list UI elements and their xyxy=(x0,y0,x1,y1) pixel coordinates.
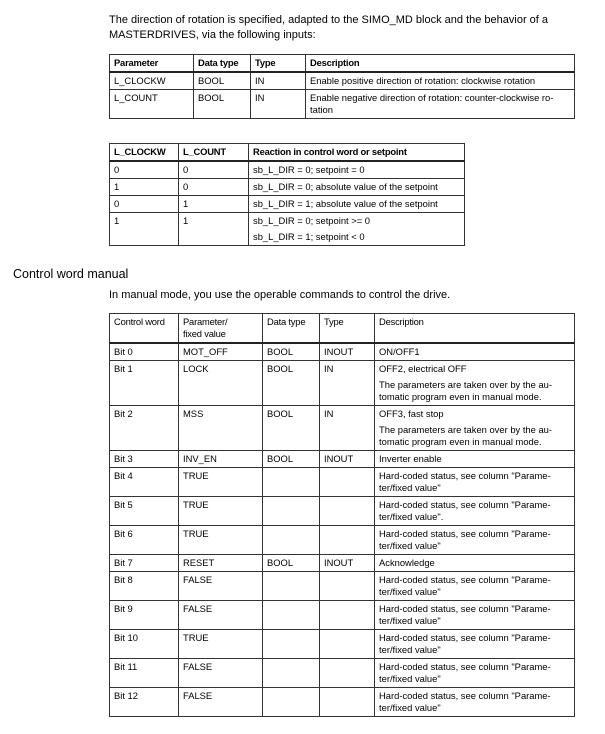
cell-bit xyxy=(110,688,179,717)
header-data-type: Data type xyxy=(194,55,251,73)
cell-description xyxy=(375,361,575,406)
cell-data-type xyxy=(263,688,320,717)
cell-type xyxy=(320,468,375,497)
cell-bit-text: Bit 12 xyxy=(114,690,138,701)
cell-data-type xyxy=(263,659,320,688)
cell-data-type xyxy=(263,601,320,630)
cell-parameter xyxy=(179,630,263,659)
cell-parameter-text: FALSE xyxy=(183,661,213,672)
cell-type xyxy=(320,555,375,572)
cell-bit-text: Bit 9 xyxy=(114,603,133,614)
cell-data-type xyxy=(263,526,320,555)
cell-bit xyxy=(110,451,179,468)
table-row xyxy=(110,572,575,601)
cell-parameter-text: TRUE xyxy=(183,499,209,510)
cell-parameter-text: MSS xyxy=(183,408,204,419)
cell-bit xyxy=(110,572,179,601)
cell-type-text: IN xyxy=(324,363,334,374)
cell-description-text: ON/OFF1 xyxy=(379,346,420,357)
cell-parameter xyxy=(179,555,263,572)
cell-description xyxy=(375,451,575,468)
cell-data-type-text: BOOL xyxy=(267,453,294,464)
cell-parameter xyxy=(179,572,263,601)
cell-bit-text: Bit 2 xyxy=(114,408,133,419)
cell-parameter-text: FALSE xyxy=(183,574,213,585)
section-lead: In manual mode, you use the operable commands to control the drive. xyxy=(109,289,451,301)
cell-bit xyxy=(110,343,179,361)
cell-data-type xyxy=(263,406,320,451)
cell-parameter xyxy=(179,688,263,717)
cell-parameter xyxy=(179,659,263,688)
table-header-row xyxy=(110,144,465,162)
cell-description: Enable negative direction of rotation: counter-clockwise ro-tation xyxy=(306,90,575,119)
cell-description-text: OFF2, electrical OFF xyxy=(379,363,467,374)
cell-bit-text: Bit 1 xyxy=(114,363,133,374)
table-row xyxy=(110,196,465,213)
control-word-table-body xyxy=(110,343,575,717)
cell-type: IN xyxy=(251,72,306,90)
cell-parameter xyxy=(179,406,263,451)
table-row xyxy=(110,601,575,630)
cell-type xyxy=(320,497,375,526)
cell-l-clockw: 0 xyxy=(110,196,179,213)
cell-bit xyxy=(110,406,179,451)
cell-reaction: sb_L_DIR = 0; setpoint = 0 xyxy=(249,161,465,179)
table-row xyxy=(110,72,575,90)
cell-parameter-text: MOT_OFF xyxy=(183,346,228,357)
control-word-table xyxy=(109,313,575,717)
cell-description: Enable positive direction of rotation: clockwise rotation xyxy=(306,72,575,90)
cell-description xyxy=(375,343,575,361)
cell-data-type: BOOL xyxy=(194,72,251,90)
header-data-type: Data type xyxy=(263,314,320,344)
cell-l-clockw: 1 xyxy=(110,213,179,246)
cell-data-type-text: BOOL xyxy=(267,408,294,419)
table-row xyxy=(110,343,575,361)
cell-data-type xyxy=(263,451,320,468)
cell-bit-text: Bit 3 xyxy=(114,453,133,464)
cell-bit-text: Bit 11 xyxy=(114,661,138,672)
table-header-row xyxy=(110,55,575,73)
cell-type xyxy=(320,601,375,630)
cell-description xyxy=(375,659,575,688)
cell-data-type-text: BOOL xyxy=(267,346,294,357)
cell-type xyxy=(320,659,375,688)
cell-type xyxy=(320,406,375,451)
reaction-table xyxy=(109,143,465,246)
header-l-clockw: L_CLOCKW xyxy=(110,144,179,162)
cell-bit-text: Bit 4 xyxy=(114,470,133,481)
cell-parameter-text: TRUE xyxy=(183,528,209,539)
header-parameter-fixed-value xyxy=(179,314,263,344)
header-line: fixed value xyxy=(183,328,226,339)
cell-l-count: 0 xyxy=(179,161,249,179)
cell-description-note: The parameters are taken over by the au-tomatic program even in manual mode. xyxy=(379,424,553,447)
cell-data-type xyxy=(263,497,320,526)
cell-parameter-text: TRUE xyxy=(183,632,209,643)
cell-reaction: sb_L_DIR = 1; absolute value of the setpoint xyxy=(249,196,465,213)
header-parameter-fixed-value-text xyxy=(183,316,227,339)
cell-parameter-text: FALSE xyxy=(183,603,213,614)
cell-description-text: Acknowledge xyxy=(379,557,435,568)
table-row xyxy=(110,468,575,497)
inputs-table xyxy=(109,54,575,119)
cell-type xyxy=(320,451,375,468)
cell-data-type xyxy=(263,572,320,601)
cell-parameter xyxy=(179,343,263,361)
cell-reaction: sb_L_DIR = 1; setpoint < 0 xyxy=(249,229,465,246)
cell-parameter xyxy=(179,526,263,555)
cell-description xyxy=(375,555,575,572)
cell-bit-text: Bit 0 xyxy=(114,346,133,357)
cell-parameter-text: INV_EN xyxy=(183,453,217,464)
cell-type-text: INOUT xyxy=(324,346,354,357)
cell-description xyxy=(375,497,575,526)
cell-parameter-text: RESET xyxy=(183,557,215,568)
header-type: Type xyxy=(251,55,306,73)
cell-description xyxy=(375,526,575,555)
cell-type xyxy=(320,526,375,555)
cell-parameter xyxy=(179,468,263,497)
cell-l-count: 1 xyxy=(179,196,249,213)
cell-bit xyxy=(110,659,179,688)
cell-parameter xyxy=(179,497,263,526)
cell-type-text: IN xyxy=(324,408,334,419)
cell-reaction: sb_L_DIR = 0; absolute value of the setpoint xyxy=(249,179,465,196)
intro-paragraph: The direction of rotation is specified, adapted to the SIMO_MD block and the behavior of a MASTERDRIVES, via the following inputs: xyxy=(109,14,549,41)
table-row xyxy=(110,90,575,119)
cell-description-text: OFF3, fast stop xyxy=(379,408,444,419)
cell-bit xyxy=(110,526,179,555)
table-row xyxy=(110,630,575,659)
cell-data-type xyxy=(263,361,320,406)
cell-data-type xyxy=(263,555,320,572)
cell-description-text: Hard-coded status, see column "Parame-ter/fixed value" xyxy=(379,661,551,684)
cell-type xyxy=(320,343,375,361)
cell-description xyxy=(375,572,575,601)
cell-l-clockw: 0 xyxy=(110,161,179,179)
header-reaction: Reaction in control word or setpoint xyxy=(249,144,465,162)
cell-type xyxy=(320,688,375,717)
cell-description xyxy=(375,601,575,630)
cell-description-text: Inverter enable xyxy=(379,453,442,464)
cell-l-clockw: 1 xyxy=(110,179,179,196)
cell-parameter xyxy=(179,451,263,468)
header-control-word: Control word xyxy=(110,314,179,344)
header-line: Parameter/ xyxy=(183,316,228,327)
cell-description-text: Hard-coded status, see column "Parame-ter/fixed value" xyxy=(379,528,551,551)
table-row xyxy=(110,451,575,468)
cell-description xyxy=(375,630,575,659)
cell-bit xyxy=(110,555,179,572)
cell-l-count: 1 xyxy=(179,213,249,246)
cell-bit xyxy=(110,361,179,406)
header-type: Type xyxy=(320,314,375,344)
cell-description-text: Hard-coded status, see column "Parame-ter/fixed value" xyxy=(379,470,551,493)
cell-bit-text: Bit 7 xyxy=(114,557,133,568)
cell-description-text: Hard-coded status, see column "Parame-ter/fixed value" xyxy=(379,574,551,597)
cell-l-count: 0 xyxy=(179,179,249,196)
table-row xyxy=(110,406,575,451)
header-parameter: Parameter xyxy=(110,55,194,73)
table-row xyxy=(110,688,575,717)
table-row xyxy=(110,497,575,526)
cell-description-text: Hard-coded status, see column "Parame-ter/fixed value" xyxy=(379,690,551,713)
cell-data-type xyxy=(263,343,320,361)
cell-bit-text: Bit 6 xyxy=(114,528,133,539)
cell-bit xyxy=(110,497,179,526)
table-row xyxy=(110,555,575,572)
cell-parameter: L_COUNT xyxy=(110,90,194,119)
cell-parameter-text: FALSE xyxy=(183,690,213,701)
cell-type xyxy=(320,630,375,659)
cell-parameter xyxy=(179,361,263,406)
cell-bit xyxy=(110,630,179,659)
cell-description-note: The parameters are taken over by the au-tomatic program even in manual mode. xyxy=(379,379,553,402)
cell-description xyxy=(375,406,575,451)
cell-parameter-text: LOCK xyxy=(183,363,209,374)
cell-description-text: Hard-coded status, see column "Parame-ter/fixed value" xyxy=(379,632,551,655)
cell-data-type xyxy=(263,630,320,659)
cell-parameter: L_CLOCKW xyxy=(110,72,194,90)
cell-data-type: BOOL xyxy=(194,90,251,119)
table-row xyxy=(110,179,465,196)
header-description: Description xyxy=(306,55,575,73)
table-row xyxy=(110,659,575,688)
cell-type xyxy=(320,572,375,601)
cell-bit-text: Bit 8 xyxy=(114,574,133,585)
cell-description xyxy=(375,468,575,497)
table-row xyxy=(110,213,465,230)
cell-bit-text: Bit 5 xyxy=(114,499,133,510)
cell-data-type-text: BOOL xyxy=(267,363,294,374)
cell-type-text: INOUT xyxy=(324,557,354,568)
cell-data-type-text: BOOL xyxy=(267,557,294,568)
header-l-count: L_COUNT xyxy=(179,144,249,162)
table-row xyxy=(110,526,575,555)
cell-type xyxy=(320,361,375,406)
table-row xyxy=(110,161,465,179)
cell-type: IN xyxy=(251,90,306,119)
cell-parameter xyxy=(179,601,263,630)
cell-description-text: Hard-coded status, see column "Parame-ter/fixed value" xyxy=(379,603,551,626)
cell-reaction: sb_L_DIR = 0; setpoint >= 0 xyxy=(249,213,465,230)
section-heading: Control word manual xyxy=(13,267,129,281)
table-row xyxy=(110,361,575,406)
header-description: Description xyxy=(375,314,575,344)
cell-bit xyxy=(110,601,179,630)
cell-bit xyxy=(110,468,179,497)
cell-parameter-text: TRUE xyxy=(183,470,209,481)
cell-data-type xyxy=(263,468,320,497)
cell-type-text: INOUT xyxy=(324,453,354,464)
cell-description-text: Hard-coded status, see column "Parame-ter/fixed value". xyxy=(379,499,551,522)
table-header-row xyxy=(110,314,575,344)
cell-description xyxy=(375,688,575,717)
cell-bit-text: Bit 10 xyxy=(114,632,138,643)
